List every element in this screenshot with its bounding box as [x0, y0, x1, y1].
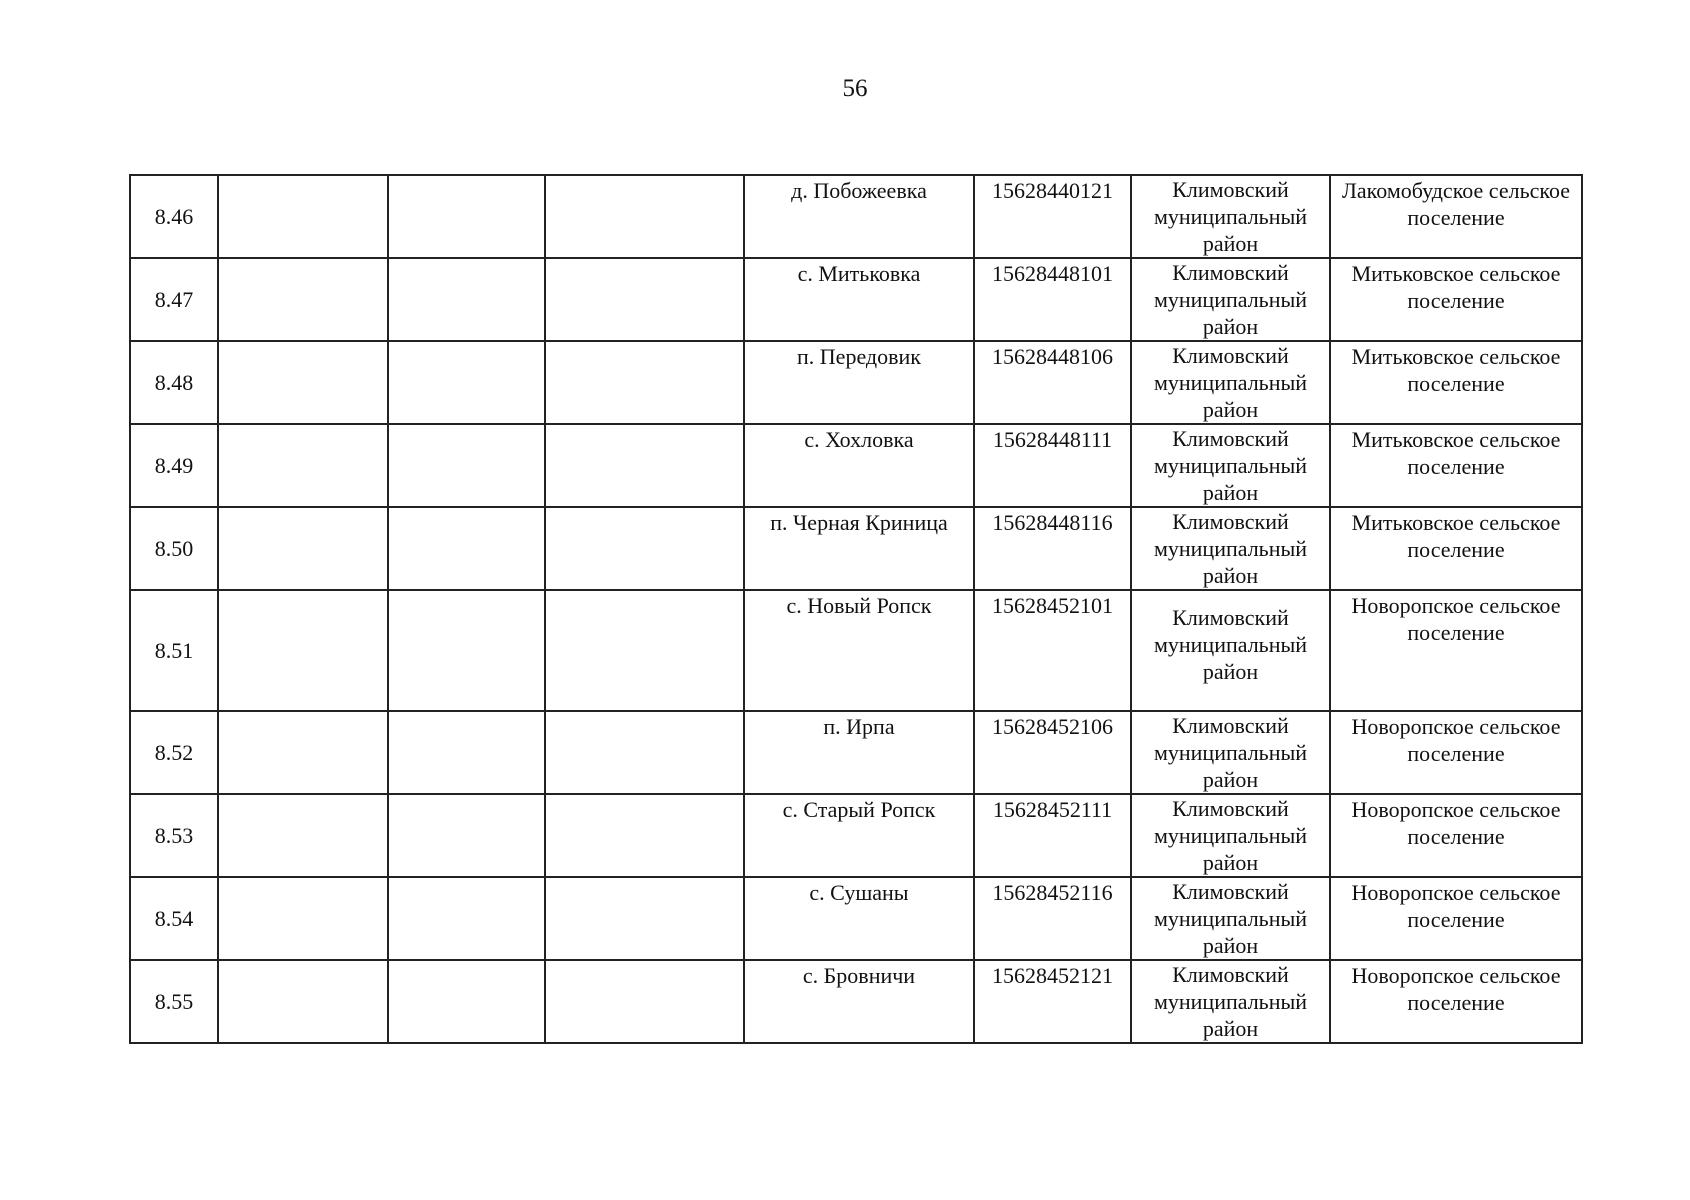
empty-cell: [218, 590, 388, 711]
row-number: 8.52: [130, 711, 218, 794]
empty-cell: [545, 175, 744, 258]
table-row: [130, 341, 1582, 424]
empty-cell: [545, 258, 744, 341]
oktmo-code: 15628452116: [974, 877, 1131, 960]
oktmo-code: 15628448101: [974, 258, 1131, 341]
table-row: [130, 711, 1582, 794]
page-number: 56: [842, 75, 868, 102]
settlement-name: Новоропское сельское поселение: [1330, 711, 1582, 794]
locality-name: п. Ирпа: [744, 711, 974, 794]
empty-cell: [218, 877, 388, 960]
table-row: [130, 794, 1582, 877]
empty-cell: [388, 877, 545, 960]
locality-name: п. Передовик: [744, 341, 974, 424]
table-row: [130, 960, 1582, 1043]
district-name: Климовский муниципальный район: [1131, 711, 1330, 794]
empty-cell: [545, 711, 744, 794]
locality-name: п. Черная Криница: [744, 507, 974, 590]
district-name: Климовский муниципальный район: [1131, 341, 1330, 424]
empty-cell: [388, 258, 545, 341]
settlement-name: Новоропское сельское поселение: [1330, 590, 1582, 711]
oktmo-code: 15628452106: [974, 711, 1131, 794]
table-row: [130, 424, 1582, 507]
row-number: 8.48: [130, 341, 218, 424]
settlement-name: Митьковское сельское поселение: [1330, 258, 1582, 341]
empty-cell: [218, 711, 388, 794]
locality-name: д. Побожеевка: [744, 175, 974, 258]
row-number: 8.46: [130, 175, 218, 258]
district-name: Климовский муниципальный район: [1131, 424, 1330, 507]
district-name: Климовский муниципальный район: [1131, 507, 1330, 590]
empty-cell: [388, 960, 545, 1043]
oktmo-code: 15628448116: [974, 507, 1131, 590]
empty-cell: [545, 877, 744, 960]
oktmo-code: 15628452121: [974, 960, 1131, 1043]
empty-cell: [545, 960, 744, 1043]
district-name: Климовский муниципальный район: [1131, 258, 1330, 341]
locality-name: с. Бровничи: [744, 960, 974, 1043]
table-row: [130, 175, 1582, 258]
table-row: [130, 507, 1582, 590]
empty-cell: [388, 341, 545, 424]
empty-cell: [218, 960, 388, 1043]
empty-cell: [218, 507, 388, 590]
district-name: Климовский муниципальный район: [1131, 175, 1330, 258]
empty-cell: [388, 794, 545, 877]
oktmo-code: 15628452111: [974, 794, 1131, 877]
oktmo-code: 15628448111: [974, 424, 1131, 507]
settlement-name: Новоропское сельское поселение: [1330, 794, 1582, 877]
table-row: [130, 258, 1582, 341]
locality-name: с. Хохловка: [744, 424, 974, 507]
row-number: 8.47: [130, 258, 218, 341]
row-number: 8.51: [130, 590, 218, 711]
settlement-name: Лакомобудское сельское поселение: [1330, 175, 1582, 258]
row-number: 8.55: [130, 960, 218, 1043]
settlement-name: Митьковское сельское поселение: [1330, 341, 1582, 424]
registry-table: [129, 174, 1583, 1044]
locality-name: с. Митьковка: [744, 258, 974, 341]
settlement-name: Новоропское сельское поселение: [1330, 960, 1582, 1043]
oktmo-code: 15628448106: [974, 341, 1131, 424]
empty-cell: [545, 341, 744, 424]
table-row: [130, 877, 1582, 960]
settlement-name: Новоропское сельское поселение: [1330, 877, 1582, 960]
empty-cell: [388, 175, 545, 258]
empty-cell: [545, 590, 744, 711]
row-number: 8.50: [130, 507, 218, 590]
locality-name: с. Старый Ропск: [744, 794, 974, 877]
empty-cell: [388, 424, 545, 507]
locality-name: с. Сушаны: [744, 877, 974, 960]
empty-cell: [218, 424, 388, 507]
empty-cell: [545, 424, 744, 507]
oktmo-code: 15628452101: [974, 590, 1131, 711]
row-number: 8.54: [130, 877, 218, 960]
district-name: Климовский муниципальный район: [1131, 877, 1330, 960]
empty-cell: [545, 794, 744, 877]
district-name: Климовский муниципальный район: [1131, 794, 1330, 877]
empty-cell: [388, 507, 545, 590]
locality-name: с. Новый Ропск: [744, 590, 974, 711]
row-number: 8.53: [130, 794, 218, 877]
oktmo-code: 15628440121: [974, 175, 1131, 258]
district-name: Климовский муниципальный район: [1131, 590, 1330, 711]
empty-cell: [218, 175, 388, 258]
empty-cell: [388, 711, 545, 794]
empty-cell: [388, 590, 545, 711]
empty-cell: [218, 794, 388, 877]
settlement-name: Митьковское сельское поселение: [1330, 507, 1582, 590]
empty-cell: [545, 507, 744, 590]
empty-cell: [218, 341, 388, 424]
row-number: 8.49: [130, 424, 218, 507]
district-name: Климовский муниципальный район: [1131, 960, 1330, 1043]
empty-cell: [218, 258, 388, 341]
settlement-name: Митьковское сельское поселение: [1330, 424, 1582, 507]
table-row: [130, 590, 1582, 711]
